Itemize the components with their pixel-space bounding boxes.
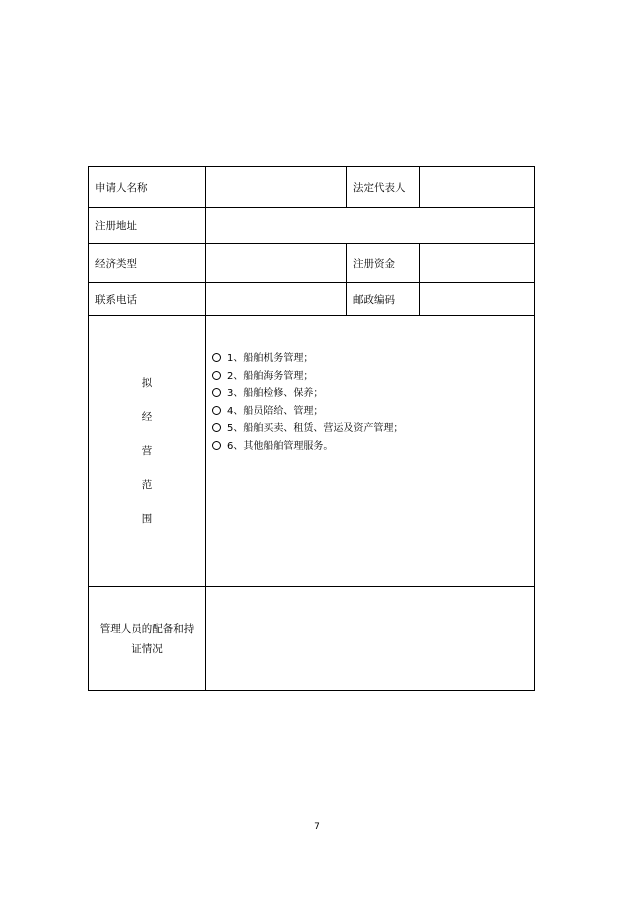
scope-option-5[interactable] [212, 420, 528, 438]
scope-option-label: 1、船舶机务管理； [227, 353, 314, 364]
scope-option-3[interactable] [212, 385, 528, 403]
scope-label-char: 营 [141, 445, 153, 457]
phone-field[interactable] [206, 283, 347, 316]
registered-capital-label: 注册资金 [347, 244, 420, 283]
economic-type-field[interactable] [206, 244, 347, 283]
radio-circle-icon[interactable] [212, 353, 221, 362]
applicant-row [89, 167, 535, 208]
business-scope-label [89, 316, 206, 587]
application-form-table [88, 166, 535, 691]
legal-rep-field[interactable] [420, 167, 535, 208]
scope-option-4[interactable] [212, 403, 528, 421]
radio-circle-icon[interactable] [212, 441, 221, 450]
scope-option-label: 5、船舶买卖、租赁、营运及资产管理； [227, 423, 404, 434]
scope-label-char: 围 [141, 513, 153, 525]
scope-label-char: 范 [141, 479, 153, 491]
staff-row [89, 587, 535, 691]
scope-option-label: 3、船舶检修、保养； [227, 388, 324, 399]
radio-circle-icon[interactable] [212, 406, 221, 415]
contact-row [89, 283, 535, 316]
applicant-name-field[interactable] [206, 167, 347, 208]
radio-circle-icon[interactable] [212, 371, 221, 380]
staff-qualification-label: 管理人员的配备和持证情况 [89, 587, 206, 691]
scope-label-char: 经 [141, 411, 153, 423]
address-row [89, 208, 535, 244]
postal-code-field[interactable] [420, 283, 535, 316]
phone-label: 联系电话 [89, 283, 206, 316]
registered-capital-field[interactable] [420, 244, 535, 283]
radio-circle-icon[interactable] [212, 388, 221, 397]
postal-code-label: 邮政编码 [347, 283, 420, 316]
scope-row [89, 316, 535, 587]
scope-label-char: 拟 [141, 377, 153, 389]
registered-address-label: 注册地址 [89, 208, 206, 244]
radio-circle-icon[interactable] [212, 423, 221, 432]
economic-row [89, 244, 535, 283]
scope-option-1[interactable] [212, 350, 528, 368]
scope-option-6[interactable] [212, 438, 528, 456]
applicant-name-label: 申请人名称 [89, 167, 206, 208]
business-scope-options [206, 316, 535, 587]
scope-option-label: 2、船舶海务管理； [227, 370, 314, 382]
scope-option-label: 4、船员陪给、管理； [227, 405, 324, 417]
registered-address-field[interactable] [206, 208, 535, 244]
page-number: 7 [314, 822, 320, 832]
legal-rep-label: 法定代表人 [347, 167, 420, 208]
economic-type-label: 经济类型 [89, 244, 206, 283]
scope-option-2[interactable] [212, 368, 528, 386]
scope-option-label: 6、其他船舶管理服务。 [227, 440, 334, 452]
staff-qualification-field[interactable] [206, 587, 535, 691]
